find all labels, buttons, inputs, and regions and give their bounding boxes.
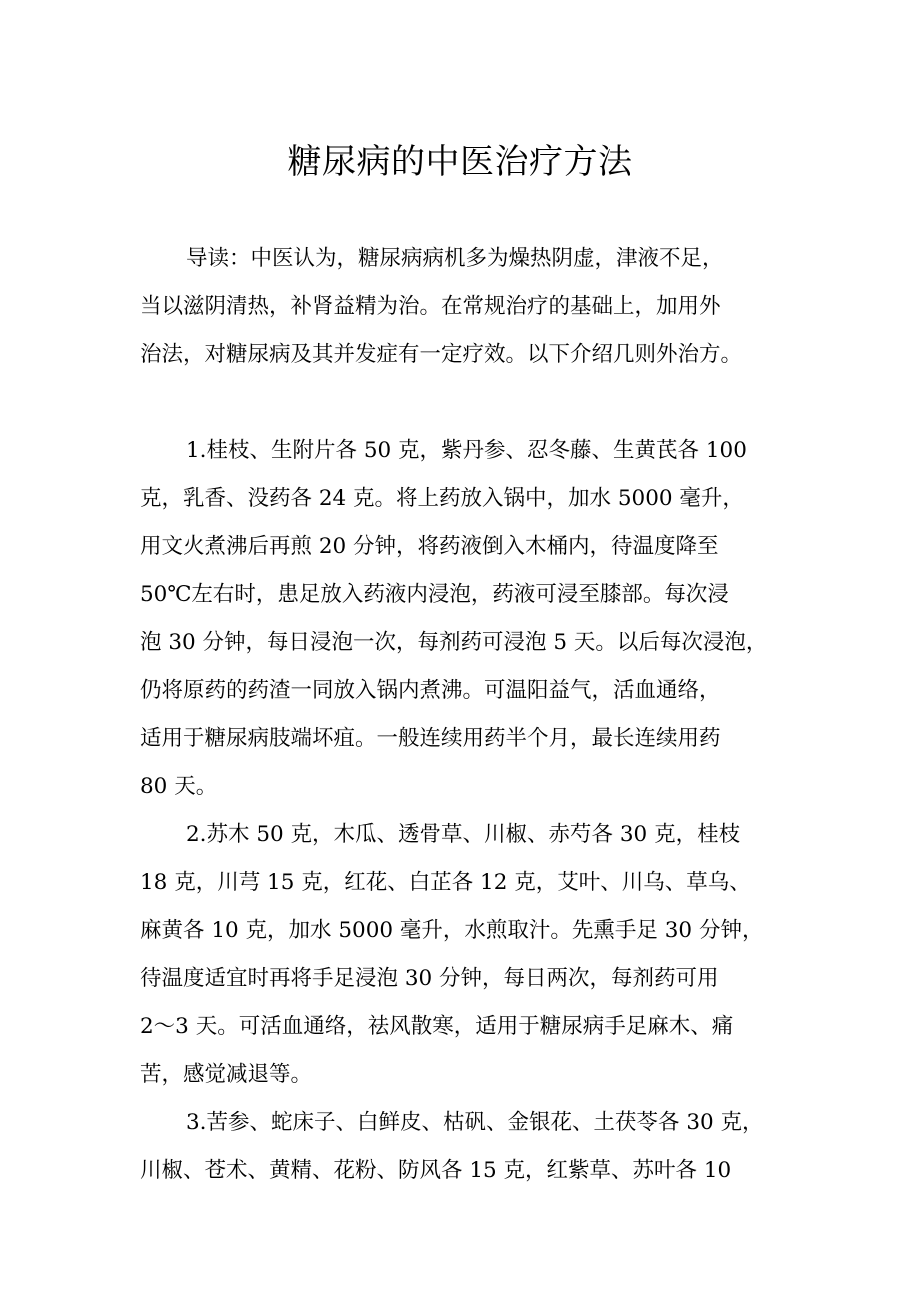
remedy-1-line-1: 1.桂枝、生附片各 50 克，紫丹参、忍冬藤、生黄芪各 100 (186, 438, 747, 463)
remedy-2-line-3: 麻黄各 10 克，加水 5000 毫升，水煎取汁。先熏手足 30 分钟， (140, 918, 764, 943)
remedy-1-line-8: 80 天。 (140, 774, 218, 799)
remedy-2-line-1: 2.苏木 50 克，木瓜、透骨草、川椒、赤芍各 30 克，桂枝 (186, 822, 741, 847)
intro-line-3: 治法，对糖尿病及其并发症有一定疗效。以下介绍几则外治方。 (140, 342, 743, 367)
remedy-1-line-2: 克，乳香、没药各 24 克。将上药放入锅中，加水 5000 毫升， (140, 486, 744, 511)
remedy-1-line-6: 仍将原药的药渣一同放入锅内煮沸。可温阳益气，活血通络， (140, 678, 721, 703)
remedy-1-line-4: 50℃左右时，患足放入药液内浸泡，药液可浸至膝部。每次浸 (140, 582, 729, 607)
remedy-2-line-4: 待温度适宜时再将手足浸泡 30 分钟，每日两次，每剂药可用 (140, 966, 719, 991)
remedy-1-line-7: 适用于糖尿病肢端坏疽。一般连续用药半个月，最长连续用药 (140, 726, 721, 751)
intro-line-2: 当以滋阴清热，补肾益精为治。在常规治疗的基础上，加用外 (140, 294, 721, 319)
remedy-1-line-5: 泡 30 分钟，每日浸泡一次，每剂药可浸泡 5 天。以后每次浸泡， (140, 630, 768, 655)
intro-line-1: 导读：中医认为，糖尿病病机多为燥热阴虚，津液不足， (186, 246, 724, 271)
remedy-3-line-1: 3.苦参、蛇床子、白鲜皮、枯矾、金银花、土茯苓各 30 克， (186, 1110, 764, 1135)
remedy-2-line-6: 苦，感觉减退等。 (140, 1062, 313, 1087)
remedy-1-line-3: 用文火煮沸后再煎 20 分钟，将药液倒入木桶内，待温度降至 (140, 534, 719, 559)
remedy-2-line-5: 2～3 天。可活血通络，祛风散寒，适用于糖尿病手足麻木、痛 (140, 1014, 734, 1039)
remedy-3-line-2: 川椒、苍术、黄精、花粉、防风各 15 克，红紫草、苏叶各 10 (140, 1158, 732, 1183)
document-title: 糖尿病的中医治疗方法 (287, 142, 633, 182)
remedy-2-line-2: 18 克，川芎 15 克，红花、白芷各 12 克，艾叶、川乌、草乌、 (140, 870, 751, 895)
